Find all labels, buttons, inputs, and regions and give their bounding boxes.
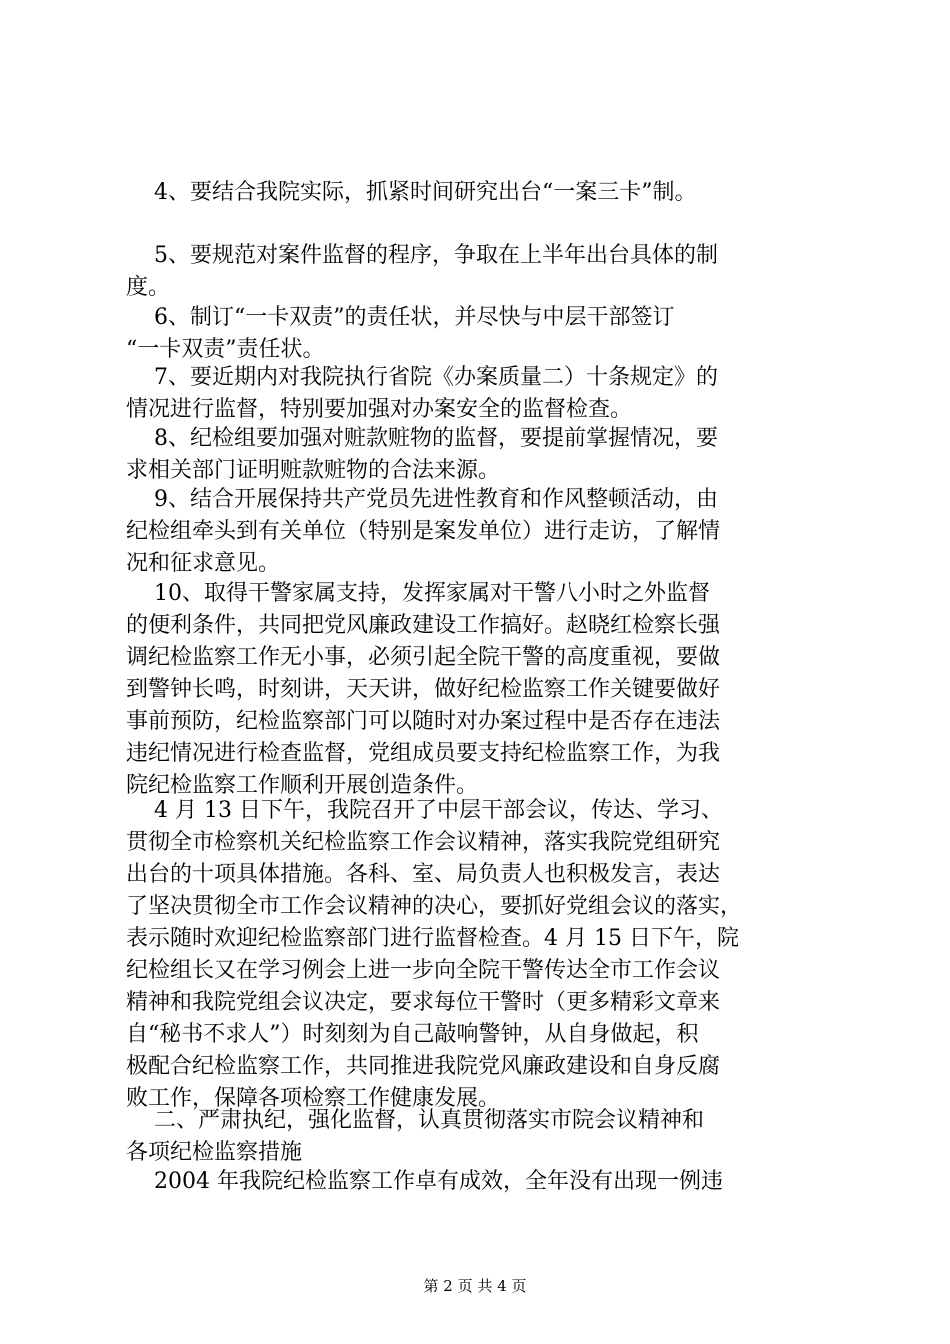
text-line: 的便利条件，共同把党风廉政建设工作搞好。赵晓红检察长强	[126, 613, 721, 638]
text-line: 调纪检监察工作无小事，必须引起全院干警的高度重视，要做	[126, 645, 721, 670]
paragraph-item-9	[126, 484, 838, 580]
text-line: 自“秘书不求人”）时刻刻为自己敲响警钟，从自身做起，积	[126, 1022, 699, 1047]
paragraph-item-10	[126, 578, 838, 802]
text-line: 度。	[126, 275, 171, 300]
text-line: 5、要规范对案件监督的程序，争取在上半年出台具体的制	[126, 243, 718, 268]
section-heading	[126, 1105, 838, 1169]
paragraph-item-4	[126, 177, 838, 209]
text-line: 7、要近期内对我院执行省院《办案质量二）十条规定》的	[126, 365, 718, 390]
text-line: 9、结合开展保持共产党员先进性教育和作风整顿活动，由	[126, 487, 718, 512]
paragraph-meeting	[126, 795, 838, 1115]
text-line: 4、要结合我院实际，抓紧时间研究出台“一案三卡”制。	[126, 180, 697, 205]
text-line: 况和征求意见。	[126, 551, 281, 576]
text-line: 各项纪检监察措施	[126, 1140, 303, 1165]
text-line: 表示随时欢迎纪检监察部门进行监督检查。4 月 15 日下午，院	[126, 926, 739, 951]
text-line: 4 月 13 日下午，我院召开了中层干部会议，传达、学习、	[126, 798, 723, 823]
paragraph-item-7	[126, 362, 838, 426]
text-line: 院纪检监察工作顺利开展创造条件。	[126, 773, 479, 798]
page-number: 第 2 页 共 4 页	[423, 1277, 527, 1295]
paragraph-2004	[126, 1166, 838, 1198]
text-line: 了坚决贯彻全市工作会议精神的决心，要抓好党组会议的落实，	[126, 894, 743, 919]
text-line: 极配合纪检监察工作，共同推进我院党风廉政建设和自身反腐	[126, 1054, 721, 1079]
text-line: 精神和我院党组会议决定，要求每位干警时（更多精彩文章来	[126, 990, 721, 1015]
text-line: 情况进行监督，特别要加强对办案安全的监督检查。	[126, 397, 633, 422]
text-line: 求相关部门证明赃款赃物的合法来源。	[126, 458, 501, 483]
text-line: 8、纪检组要加强对赃款赃物的监督，要提前掌握情况，要	[126, 426, 718, 451]
text-line: 10、取得干警家属支持，发挥家属对干警八小时之外监督	[126, 581, 710, 606]
text-line: “一卡双责”责任状。	[126, 337, 325, 362]
text-line: 事前预防，纪检监察部门可以随时对办案过程中是否存在违法	[126, 709, 721, 734]
paragraph-item-5	[126, 240, 838, 304]
text-line: 出台的十项具体措施。各科、室、局负责人也积极发言，表达	[126, 862, 721, 887]
text-line: 二、严肃执纪，强化监督，认真贯彻落实市院会议精神和	[126, 1108, 704, 1133]
text-line: 到警钟长鸣，时刻讲，天天讲，做好纪检监察工作关键要做好	[126, 677, 721, 702]
text-line: 违纪情况进行检查监督，党组成员要支持纪检监察工作，为我	[126, 741, 721, 766]
paragraph-item-6	[126, 302, 838, 366]
paragraph-item-8	[126, 423, 838, 487]
text-line: 2004 年我院纪检监察工作卓有成效，全年没有出现一例违	[126, 1169, 723, 1194]
text-line: 6、制订“一卡双责”的责任状，并尽快与中层干部签订	[126, 305, 675, 330]
text-line: 纪检组牵头到有关单位（特别是案发单位）进行走访，了解情	[126, 519, 721, 544]
page-footer	[0, 1276, 950, 1296]
text-line: 败工作，保障各项检察工作健康发展。	[126, 1086, 501, 1111]
text-line: 纪检组长又在学习例会上进一步向全院干警传达全市工作会议	[126, 958, 721, 983]
text-line: 贯彻全市检察机关纪检监察工作会议精神，落实我院党组研究	[126, 830, 721, 855]
